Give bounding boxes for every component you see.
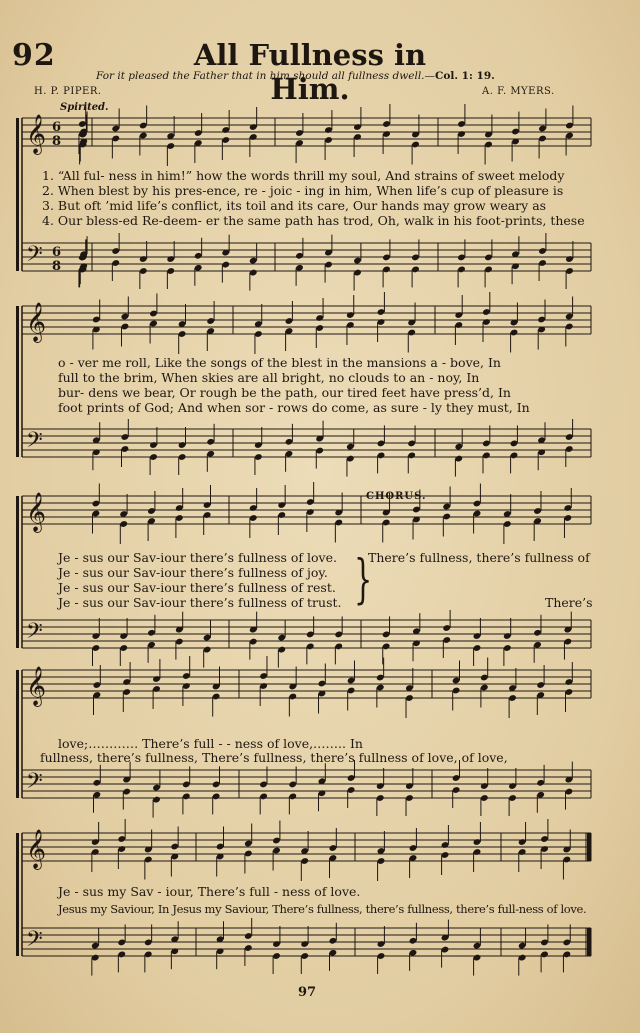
verse-brace: }	[354, 550, 373, 610]
treble-clef: 𝄞	[26, 302, 47, 342]
page-number: 97	[298, 985, 317, 1000]
epigraph-text: For it pleased the Father that in him should all fullness dwell.—	[96, 70, 436, 82]
lyric-s5-bass: Jesus my Saviour, In Jesus my Saviour, There’s fullness, there’s fullness, there’s full-ness of love.	[58, 902, 587, 916]
lyric-s5-treble: Je - sus my Sav - iour, There’s full - ness of love.	[58, 884, 361, 899]
lyric-chorus-treble: There’s fullness, there’s fullness of	[368, 550, 590, 565]
system-bracket	[16, 670, 19, 798]
final-barline	[587, 928, 591, 956]
system-bracket	[16, 833, 19, 956]
lyric-s3-verse4: Je - sus our Sav-iour there’s fullness of trust.	[58, 595, 342, 610]
lyric-s1-verse4: 4. Our bless-ed Re-deem- er the same path has trod, Oh, walk in his foot-prints, these	[42, 213, 585, 228]
system-bracket	[16, 118, 19, 271]
bass-clef: 𝄢	[26, 619, 43, 649]
bass-clef: 𝄢	[26, 769, 43, 799]
treble-clef: 𝄞	[26, 829, 47, 869]
hymn-number: 92	[12, 38, 56, 73]
lyric-s4-treble: love;………… There’s full - - ness of love,…….. In	[58, 736, 363, 751]
bass-clef: 𝄢	[26, 927, 43, 957]
chorus-label: CHORUS.	[366, 491, 427, 502]
hymn-title: All Fullness in Him.	[193, 38, 427, 106]
epigraph-reference: Col. 1: 19.	[435, 70, 495, 82]
lyric-chorus-bass: There’s	[545, 595, 593, 610]
time-signature-bottom: 8	[52, 134, 62, 149]
lyric-s1-verse2: 2. When blest by his pres-ence, re - joic - ing in him, When life’s cup of pleasure is	[42, 183, 564, 198]
lyric-s2-verse3: bur- dens we bear, Or rough be the path, our tired feet have press’d, In	[58, 385, 511, 400]
lyric-s3-verse1: Je - sus our Sav-iour there’s fullness of love.	[58, 550, 337, 565]
composer-credit: A. F. MYERS.	[482, 86, 555, 97]
system-bracket	[16, 306, 19, 457]
lyric-s3-verse2: Je - sus our Sav-iour there’s fullness of joy.	[58, 565, 328, 580]
lyric-s3-verse3: Je - sus our Sav-iour there’s fullness of rest.	[58, 580, 336, 595]
lyric-s2-verse2: full to the brim, When skies are all bright, no clouds to an - noy, In	[58, 370, 480, 385]
lyricist-credit: H. P. PIPER.	[34, 86, 102, 97]
lyric-s1-verse3: 3. But oft ’mid life’s conflict, its toil and its care, Our hands may grow weary as	[42, 198, 547, 213]
bass-clef: 𝄢	[26, 428, 43, 458]
treble-clef: 𝄞	[26, 666, 47, 706]
lyric-s1-verse1: 1. “All ful- ness in him!” how the words thrill my soul, And strains of sweet melody	[42, 168, 565, 183]
final-barline	[587, 833, 591, 861]
time-signature-bottom: 8	[52, 259, 62, 274]
treble-clef: 𝄞	[26, 114, 47, 154]
lyric-s2-verse1: o - ver me roll, Like the songs of the blest in the mansions a - bove, In	[58, 355, 501, 370]
lyric-s4-bass: fullness, there’s fullness, There’s fullness, there’s fullness of love, of love,	[40, 750, 508, 765]
system-bracket	[16, 496, 19, 648]
treble-clef: 𝄞	[26, 492, 47, 532]
lyric-s2-verse4: foot prints of God; And when sor - rows do come, as sure - ly they must, In	[58, 400, 530, 415]
time-signature-top: 6	[52, 245, 62, 260]
time-signature-top: 6	[52, 120, 62, 135]
tempo-marking: Spirited.	[60, 102, 109, 113]
bass-clef: 𝄢	[26, 242, 43, 272]
